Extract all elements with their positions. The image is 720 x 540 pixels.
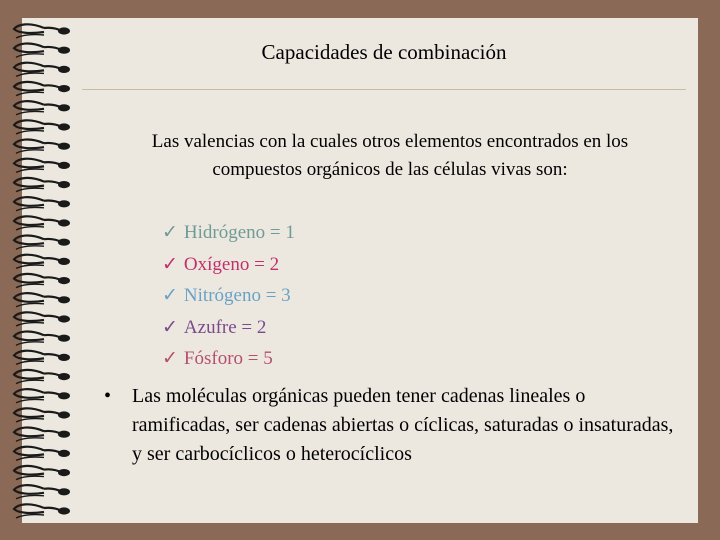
checklist-item	[162, 343, 295, 375]
checklist-item	[162, 280, 295, 312]
binding-ring	[14, 63, 70, 77]
binding-ring	[14, 274, 70, 288]
binding-ring	[14, 24, 70, 38]
bullet-icon: •	[104, 385, 112, 407]
checkmark-icon: ✓	[162, 316, 178, 338]
checklist-item-label: Azufre = 2	[183, 316, 267, 338]
binding-ring	[14, 159, 70, 173]
binding-ring	[14, 139, 70, 153]
checkmark-icon: ✓	[162, 348, 178, 369]
bullet-text: Las moléculas orgánicas pueden tener cadenas lineales o ramificadas, ser cadenas abiertas o cíclicas, saturadas o insaturadas, y ser carbocíclicos o heterocíclicos	[132, 385, 674, 465]
binding-ring	[14, 197, 70, 211]
binding-ring	[14, 408, 70, 422]
binding-ring	[14, 82, 70, 96]
binding-ring	[14, 43, 70, 57]
checklist-item-label: Fósforo = 5	[183, 348, 273, 369]
checklist-item	[162, 312, 295, 344]
binding-ring	[14, 331, 70, 345]
title-divider	[82, 89, 686, 90]
binding-ring	[14, 216, 70, 230]
binding-ring	[14, 101, 70, 115]
checklist-item-label: Nitrógeno = 3	[183, 285, 291, 306]
binding-ring	[14, 504, 70, 518]
binding-ring	[14, 293, 70, 307]
binding-ring	[14, 389, 70, 403]
binding-ring	[14, 255, 70, 269]
slide-title: Capacidades de combinación	[261, 40, 507, 64]
checklist-item-label: Hidrógeno = 1	[183, 222, 295, 243]
binding-ring	[14, 178, 70, 192]
binding-ring	[14, 120, 70, 134]
binding-ring	[14, 312, 70, 326]
binding-ring	[14, 351, 70, 365]
binding-ring	[14, 370, 70, 384]
binding-ring	[14, 485, 70, 499]
checkmark-icon: ✓	[162, 285, 178, 306]
checklist-item	[162, 249, 295, 281]
checkmark-icon: ✓	[162, 253, 178, 275]
binding-ring	[14, 447, 70, 461]
checklist-item	[162, 217, 295, 249]
spiral-binding	[0, 18, 90, 523]
checkmark-icon: ✓	[162, 222, 178, 243]
bullet-point	[104, 382, 674, 469]
binding-ring	[14, 235, 70, 249]
binding-ring	[14, 466, 70, 480]
intro-text: Las valencias con la cuales otros elementos encontrados en los compuestos orgánicos de las células vivas son:	[151, 131, 629, 180]
binding-ring	[14, 427, 70, 441]
checklist-item-label: Oxígeno = 2	[183, 253, 280, 275]
valence-checklist	[162, 217, 295, 375]
